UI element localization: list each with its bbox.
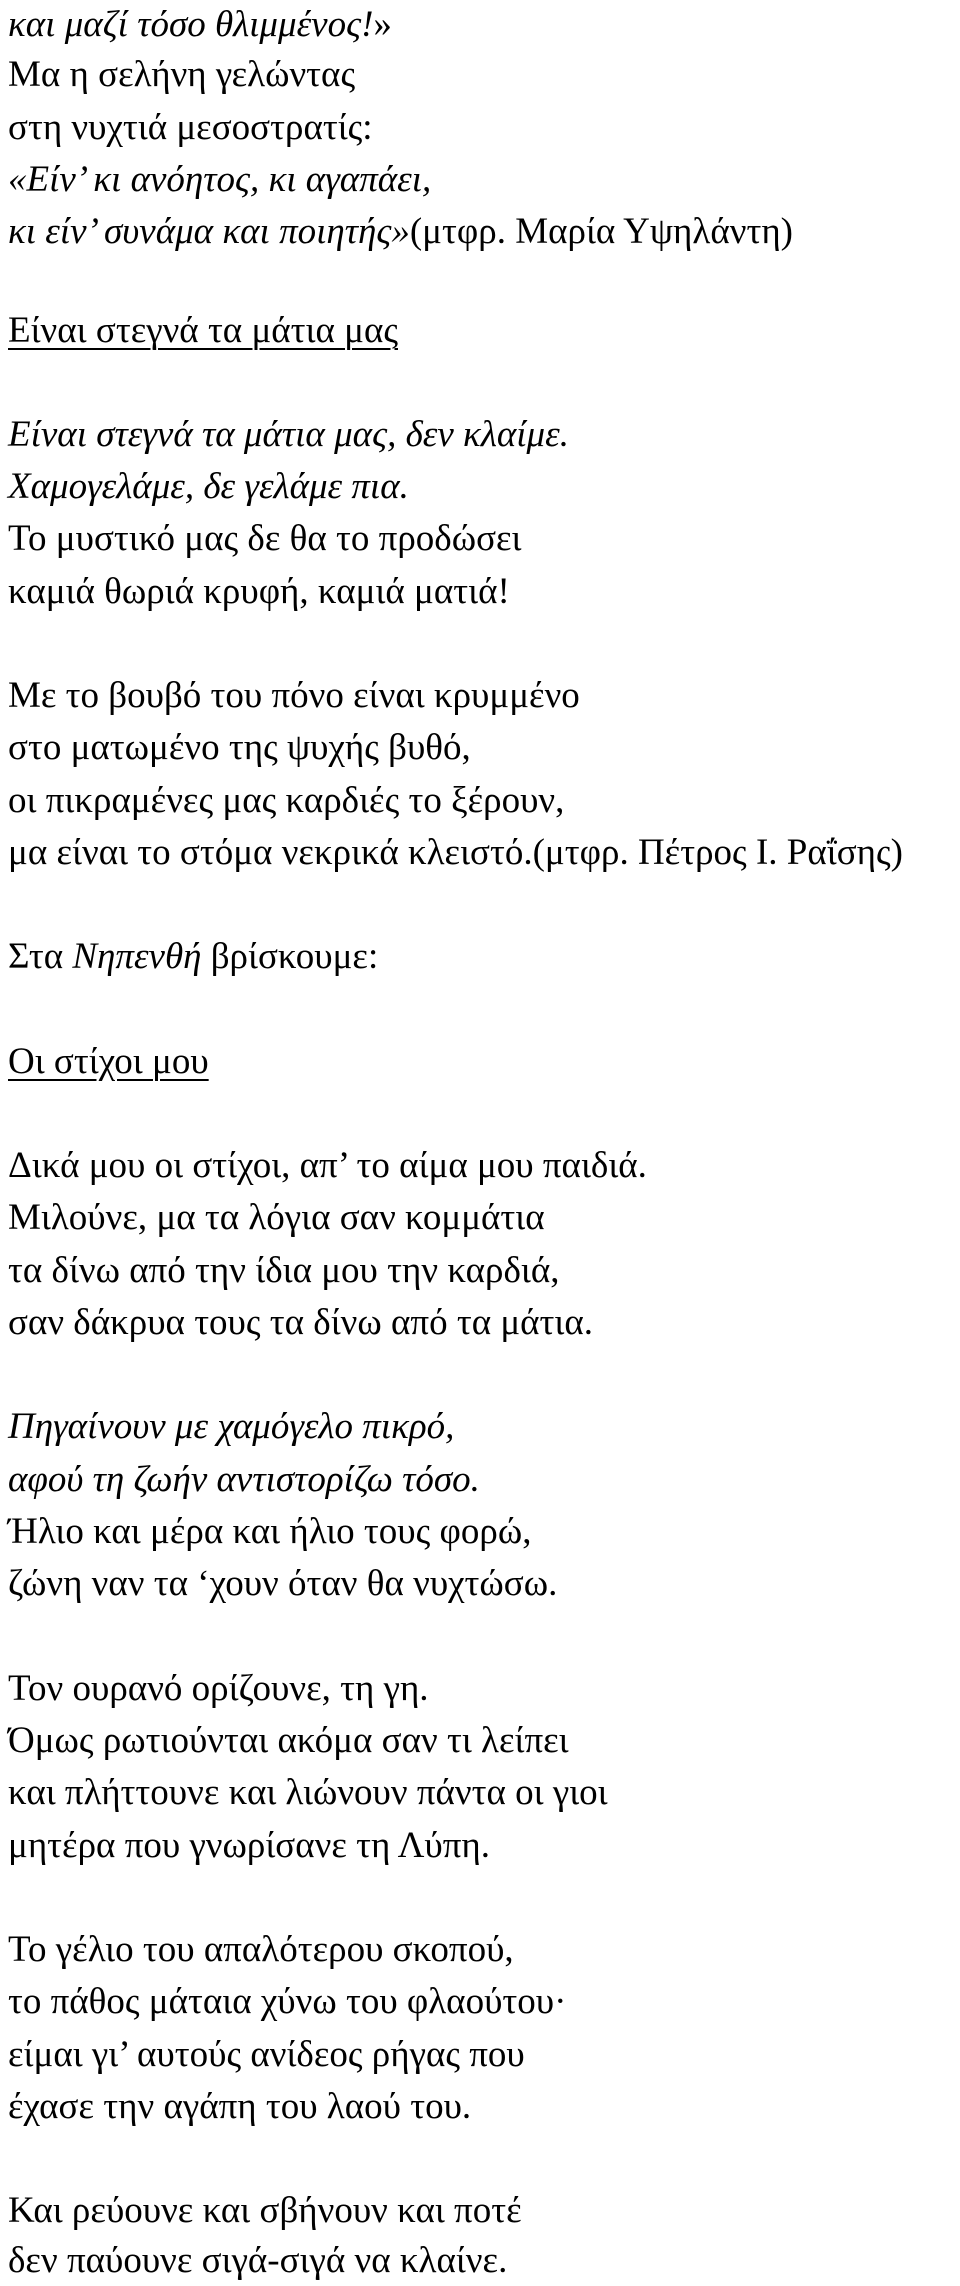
text-segment: έχασε την αγάπη του λαού του.	[8, 2086, 472, 2127]
poem-line	[8, 567, 510, 617]
poem-line	[8, 1193, 545, 1243]
poem-line	[8, 1507, 531, 1557]
text-segment: ζώνη ναν τα ‘χουν όταν θα νυχτώσω.	[8, 1563, 558, 1604]
poem-line	[8, 1977, 566, 2027]
poem-line	[8, 1559, 557, 1609]
text-segment: Το γέλιο του απαλότερου σκοπού,	[8, 1929, 514, 1970]
poem-line	[8, 723, 471, 773]
poem-line	[8, 776, 564, 826]
poem-line	[8, 155, 431, 205]
poem-line	[8, 2186, 522, 2236]
intro-line	[8, 932, 378, 982]
poem-line	[8, 671, 580, 721]
poem-line	[8, 2030, 525, 2080]
text-segment: καμιά θωριά κρυφή, καμιά ματιά!	[8, 571, 510, 612]
text-segment: Ήλιο και μέρα και ήλιο τους φορώ,	[8, 1511, 532, 1552]
poem-line	[8, 50, 355, 100]
text-segment: οι πικραμένες μας καρδιές το ξέρουν,	[8, 780, 565, 821]
text-segment: μα είναι το στόμα νεκρικά κλειστό.(μτφρ. Πέτρος Ι. Ραΐσης)	[8, 832, 903, 873]
poem-line	[8, 1925, 514, 1975]
poem-line	[8, 410, 569, 460]
poem-line	[8, 1141, 647, 1191]
poem-line	[8, 1821, 490, 1871]
poem-line	[8, 207, 793, 257]
text-segment: το πάθος μάταια χύνω του φλαούτου·	[8, 1981, 567, 2022]
poem-line	[8, 462, 409, 512]
text-segment: Πηγαίνουν με χαμόγελο πικρό,	[8, 1406, 455, 1447]
text-segment: »	[373, 4, 392, 45]
text-segment: και μαζί τόσο θλιμμένος!	[8, 4, 374, 45]
poem-line	[8, 1455, 480, 1505]
poem-line	[8, 1664, 429, 1714]
text-segment: στη νυχτιά μεσοστρατίς:	[8, 107, 373, 148]
text-segment: κι είν’ συνάμα και ποιητής»	[8, 211, 410, 252]
text-segment: και πλήττουνε και λιώνουν πάντα οι γιοι	[8, 1772, 608, 1813]
poem-line	[8, 1768, 608, 1818]
text-segment: Με το βουβό του πόνο είναι κρυμμένο	[8, 675, 580, 716]
poem-line	[8, 828, 903, 878]
poem-line	[8, 0, 392, 50]
text-segment: βρίσκουμε:	[201, 936, 379, 977]
text-segment: αφού τη ζωήν αντιστορίζω τόσο.	[8, 1459, 480, 1500]
text-segment: (μτφρ. Μαρία Υψηλάντη)	[409, 211, 793, 252]
poem-line	[8, 1716, 569, 1766]
text-segment: μητέρα που γνωρίσανε τη Λύπη.	[8, 1825, 490, 1866]
text-segment: Νηπενθή	[72, 936, 202, 977]
poem-line	[8, 1246, 560, 1296]
text-segment: «Είν’ κι ανόητος, κι αγαπάει,	[8, 159, 432, 200]
text-segment: Δικά μου οι στίχοι, απ’ το αίμα μου παιδιά.	[8, 1145, 647, 1186]
text-segment: Το μυστικό μας δε θα το προδώσει	[8, 518, 522, 559]
poem-line	[8, 2236, 507, 2286]
text-segment: τα δίνω από την ίδια μου την καρδιά,	[8, 1250, 560, 1291]
poem-line	[8, 1402, 454, 1452]
text-segment: στο ματωμένο της ψυχής βυθό,	[8, 727, 471, 768]
text-segment: Όμως ρωτιούνται ακόμα σαν τι λείπει	[8, 1720, 569, 1761]
poem-line	[8, 2082, 471, 2132]
text-segment: Χαμογελάμε, δε γελάμε πια.	[8, 466, 409, 507]
text-segment: Είναι στεγνά τα μάτια μας, δεν κλαίμε.	[8, 414, 569, 455]
poem-line	[8, 103, 373, 153]
text-segment: Στα	[8, 936, 73, 977]
section-title	[8, 1037, 209, 1087]
text-segment: δεν παύουνε σιγά-σιγά να κλαίνε.	[8, 2240, 508, 2281]
text-segment: σαν δάκρυα τους τα δίνω από τα μάτια.	[8, 1302, 594, 1343]
text-segment: Είναι στεγνά τα μάτια μας	[8, 310, 398, 351]
poem-line	[8, 514, 522, 564]
text-segment: Και ρεύουνε και σβήνουν και ποτέ	[8, 2190, 522, 2231]
text-segment: Τον ουρανό ορίζουνε, τη γη.	[8, 1668, 429, 1709]
text-segment: Οι στίχοι μου	[8, 1041, 209, 1082]
poem-line	[8, 1298, 593, 1348]
text-segment: Μιλούνε, μα τα λόγια σαν κομμάτια	[8, 1197, 545, 1238]
text-segment: Μα η σελήνη γελώντας	[8, 54, 356, 95]
text-segment: είμαι γι’ αυτούς ανίδεος ρήγας που	[8, 2034, 525, 2075]
section-title	[8, 306, 398, 356]
